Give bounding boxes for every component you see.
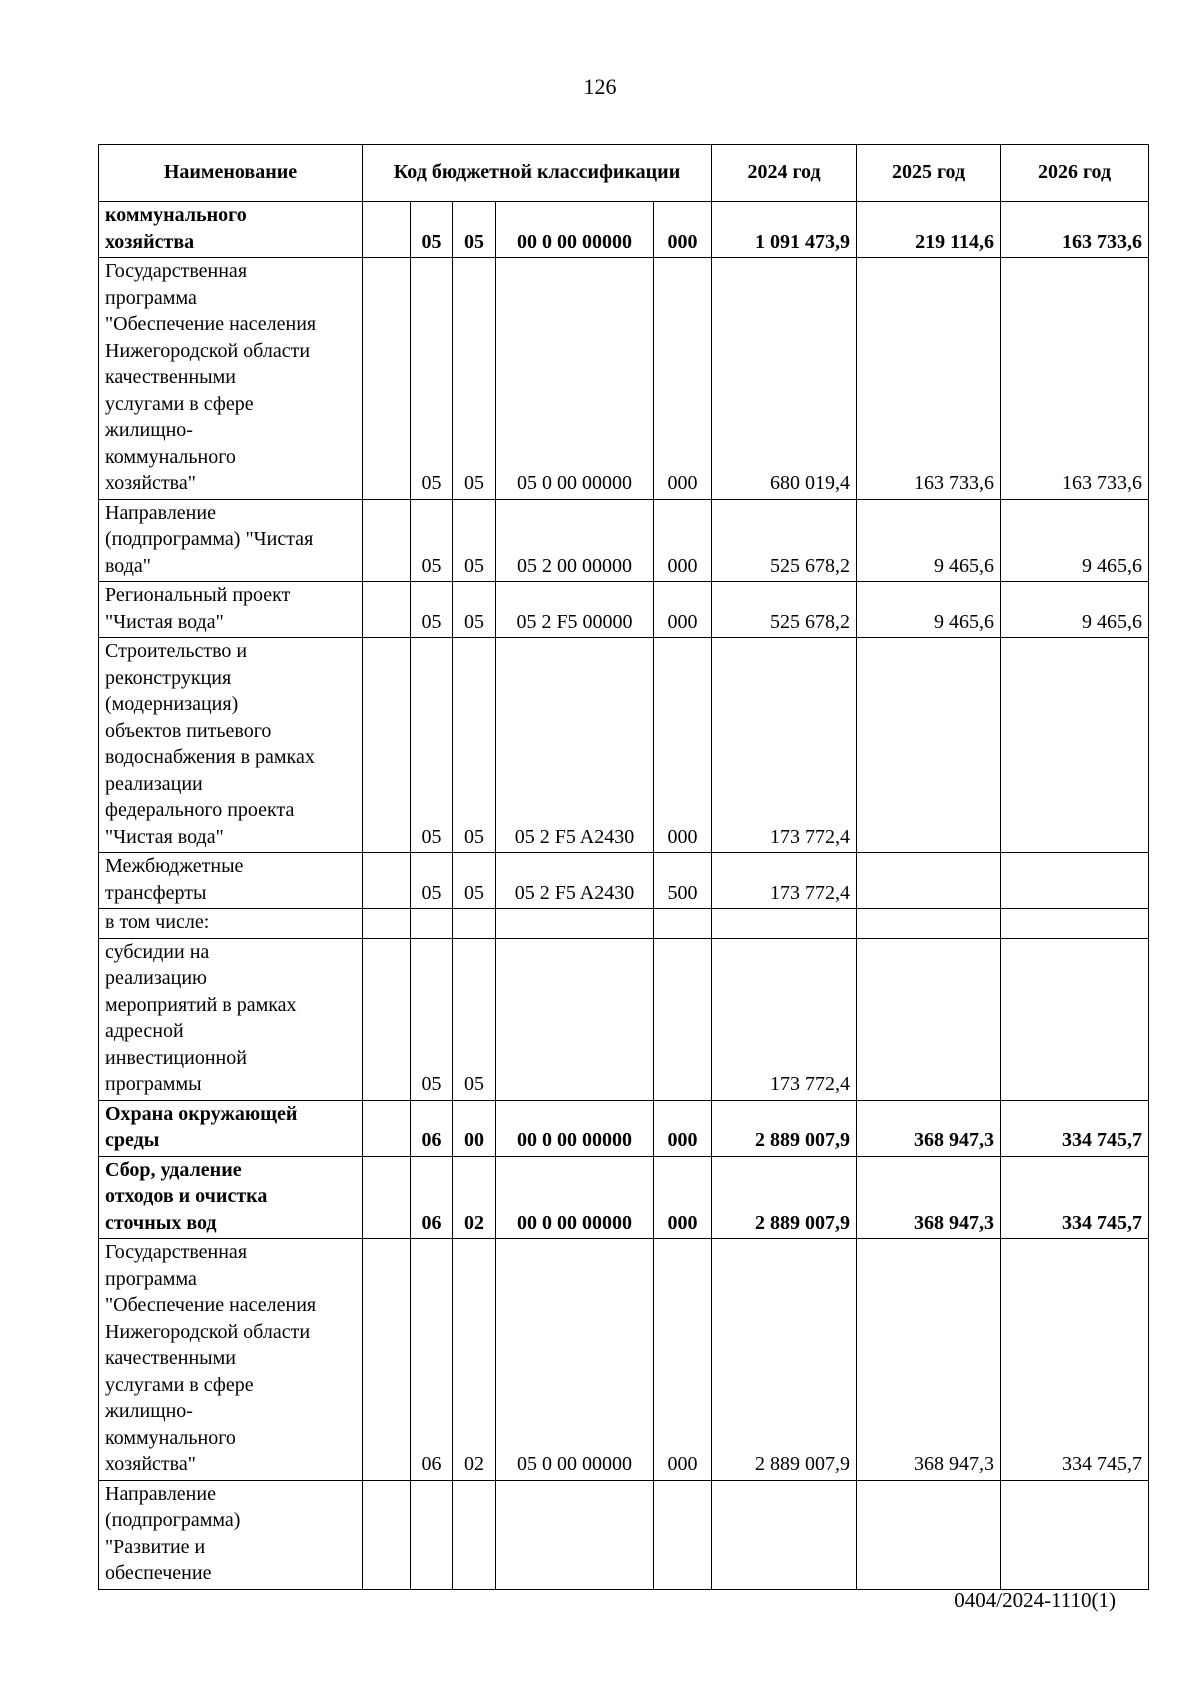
cell-2026: 9 465,6 xyxy=(1001,582,1149,638)
cell-2024: 2 889 007,9 xyxy=(712,1156,857,1239)
cell-2025 xyxy=(857,638,1001,853)
cell-expense-type xyxy=(654,938,712,1100)
cell-2025: 368 947,3 xyxy=(857,1100,1001,1156)
cell-name: Сбор, удаление отходов и очистка сточных вод xyxy=(99,1156,363,1239)
header-name: Наименование xyxy=(99,145,363,202)
cell-expense-type: 000 xyxy=(654,202,712,258)
cell-section: 06 xyxy=(411,1156,453,1239)
cell-empty xyxy=(363,909,411,939)
cell-empty xyxy=(363,1480,411,1589)
cell-2024: 680 019,4 xyxy=(712,258,857,500)
page-number: 126 xyxy=(583,74,617,99)
cell-empty xyxy=(363,258,411,500)
cell-empty xyxy=(363,1239,411,1481)
table-row xyxy=(99,638,1149,853)
cell-subsection: 05 xyxy=(453,938,496,1100)
cell-section: 06 xyxy=(411,1100,453,1156)
cell-subsection: 00 xyxy=(453,1100,496,1156)
cell-target-article: 05 2 F5 A2430 xyxy=(496,853,654,909)
cell-section: 05 xyxy=(411,258,453,500)
cell-empty xyxy=(363,202,411,258)
cell-subsection: 05 xyxy=(453,638,496,853)
cell-target-article: 05 0 00 00000 xyxy=(496,1239,654,1481)
cell-empty xyxy=(363,582,411,638)
cell-2025: 368 947,3 xyxy=(857,1239,1001,1481)
cell-name: Межбюджетные трансферты xyxy=(99,853,363,909)
cell-2025: 219 114,6 xyxy=(857,202,1001,258)
cell-expense-type: 000 xyxy=(654,499,712,582)
cell-2026 xyxy=(1001,853,1149,909)
cell-expense-type: 000 xyxy=(654,1156,712,1239)
cell-2024: 2 889 007,9 xyxy=(712,1100,857,1156)
cell-target-article xyxy=(496,1480,654,1589)
cell-target-article: 05 2 00 00000 xyxy=(496,499,654,582)
cell-2025: 368 947,3 xyxy=(857,1156,1001,1239)
cell-name: в том числе: xyxy=(99,909,363,939)
cell-section xyxy=(411,1480,453,1589)
cell-expense-type xyxy=(654,1480,712,1589)
cell-2025: 9 465,6 xyxy=(857,582,1001,638)
cell-2025: 163 733,6 xyxy=(857,258,1001,500)
cell-name: Направление (подпрограмма) "Чистая вода" xyxy=(99,499,363,582)
cell-empty xyxy=(363,499,411,582)
cell-section: 05 xyxy=(411,853,453,909)
cell-empty xyxy=(363,638,411,853)
cell-expense-type: 000 xyxy=(654,582,712,638)
cell-2026: 163 733,6 xyxy=(1001,202,1149,258)
cell-subsection: 05 xyxy=(453,853,496,909)
cell-name: Охрана окружающей среды xyxy=(99,1100,363,1156)
cell-2026 xyxy=(1001,938,1149,1100)
cell-name: Строительство и реконструкция (модернизация) объектов питьевого водоснабжения в рамках реализации федерального проекта "Чистая вода" xyxy=(99,638,363,853)
budget-table xyxy=(98,144,1149,1590)
cell-name: Региональный проект "Чистая вода" xyxy=(99,582,363,638)
cell-subsection: 05 xyxy=(453,202,496,258)
cell-empty xyxy=(363,938,411,1100)
cell-2025: 9 465,6 xyxy=(857,499,1001,582)
cell-expense-type xyxy=(654,909,712,939)
cell-2026: 334 745,7 xyxy=(1001,1100,1149,1156)
cell-section: 05 xyxy=(411,499,453,582)
cell-2024: 173 772,4 xyxy=(712,853,857,909)
document-id: 0404/2024-1110(1) xyxy=(954,1588,1116,1612)
cell-2026 xyxy=(1001,638,1149,853)
table-body xyxy=(99,202,1149,1590)
cell-section: 05 xyxy=(411,202,453,258)
table-row xyxy=(99,499,1149,582)
cell-subsection: 02 xyxy=(453,1156,496,1239)
cell-2024: 525 678,2 xyxy=(712,582,857,638)
cell-name: субсидии на реализацию мероприятий в рамках адресной инвестиционной программы xyxy=(99,938,363,1100)
cell-name: коммунального хозяйства xyxy=(99,202,363,258)
table-row xyxy=(99,938,1149,1100)
table-header-row xyxy=(99,145,1149,202)
cell-target-article: 05 0 00 00000 xyxy=(496,258,654,500)
table-row xyxy=(99,582,1149,638)
cell-name: Государственная программа "Обеспечение населения Нижегородской области качественными услугами в сфере жилищно- коммунального хозяйства" xyxy=(99,1239,363,1481)
cell-section xyxy=(411,909,453,939)
cell-2024: 525 678,2 xyxy=(712,499,857,582)
cell-2025 xyxy=(857,1480,1001,1589)
cell-2024 xyxy=(712,909,857,939)
cell-target-article xyxy=(496,938,654,1100)
cell-name: Направление (подпрограмма) "Развитие и обеспечение xyxy=(99,1480,363,1589)
cell-expense-type: 000 xyxy=(654,1100,712,1156)
header-code: Код бюджетной классификации xyxy=(363,145,712,202)
table-row xyxy=(99,1156,1149,1239)
cell-name: Государственная программа "Обеспечение населения Нижегородской области качественными услугами в сфере жилищно- коммунального хозяйства" xyxy=(99,258,363,500)
header-2025: 2025 год xyxy=(857,145,1001,202)
cell-expense-type: 000 xyxy=(654,638,712,853)
cell-target-article: 05 2 F5 00000 xyxy=(496,582,654,638)
cell-subsection: 05 xyxy=(453,499,496,582)
header-2024: 2024 год xyxy=(712,145,857,202)
cell-section: 05 xyxy=(411,582,453,638)
cell-expense-type: 500 xyxy=(654,853,712,909)
cell-2024 xyxy=(712,1480,857,1589)
cell-2025 xyxy=(857,909,1001,939)
cell-section: 05 xyxy=(411,638,453,853)
cell-2025 xyxy=(857,938,1001,1100)
cell-target-article: 05 2 F5 A2430 xyxy=(496,638,654,853)
cell-2024: 1 091 473,9 xyxy=(712,202,857,258)
table-row xyxy=(99,1480,1149,1589)
cell-subsection xyxy=(453,1480,496,1589)
cell-2026: 9 465,6 xyxy=(1001,499,1149,582)
cell-empty xyxy=(363,1156,411,1239)
cell-empty xyxy=(363,853,411,909)
table-row xyxy=(99,853,1149,909)
cell-2024: 2 889 007,9 xyxy=(712,1239,857,1481)
cell-2026 xyxy=(1001,1480,1149,1589)
table-row xyxy=(99,202,1149,258)
cell-expense-type: 000 xyxy=(654,1239,712,1481)
cell-target-article: 00 0 00 00000 xyxy=(496,1156,654,1239)
cell-2026: 334 745,7 xyxy=(1001,1239,1149,1481)
cell-subsection: 05 xyxy=(453,582,496,638)
cell-subsection: 02 xyxy=(453,1239,496,1481)
cell-2026: 334 745,7 xyxy=(1001,1156,1149,1239)
cell-expense-type: 000 xyxy=(654,258,712,500)
cell-2025 xyxy=(857,853,1001,909)
cell-target-article: 00 0 00 00000 xyxy=(496,1100,654,1156)
table-row xyxy=(99,909,1149,939)
cell-2026 xyxy=(1001,909,1149,939)
table-row xyxy=(99,258,1149,500)
table-row xyxy=(99,1239,1149,1481)
cell-target-article: 00 0 00 00000 xyxy=(496,202,654,258)
header-2026: 2026 год xyxy=(1001,145,1149,202)
table-row xyxy=(99,1100,1149,1156)
cell-subsection: 05 xyxy=(453,258,496,500)
cell-section: 05 xyxy=(411,938,453,1100)
cell-empty xyxy=(363,1100,411,1156)
cell-2024: 173 772,4 xyxy=(712,938,857,1100)
cell-target-article xyxy=(496,909,654,939)
cell-subsection xyxy=(453,909,496,939)
cell-2026: 163 733,6 xyxy=(1001,258,1149,500)
cell-2024: 173 772,4 xyxy=(712,638,857,853)
cell-section: 06 xyxy=(411,1239,453,1481)
